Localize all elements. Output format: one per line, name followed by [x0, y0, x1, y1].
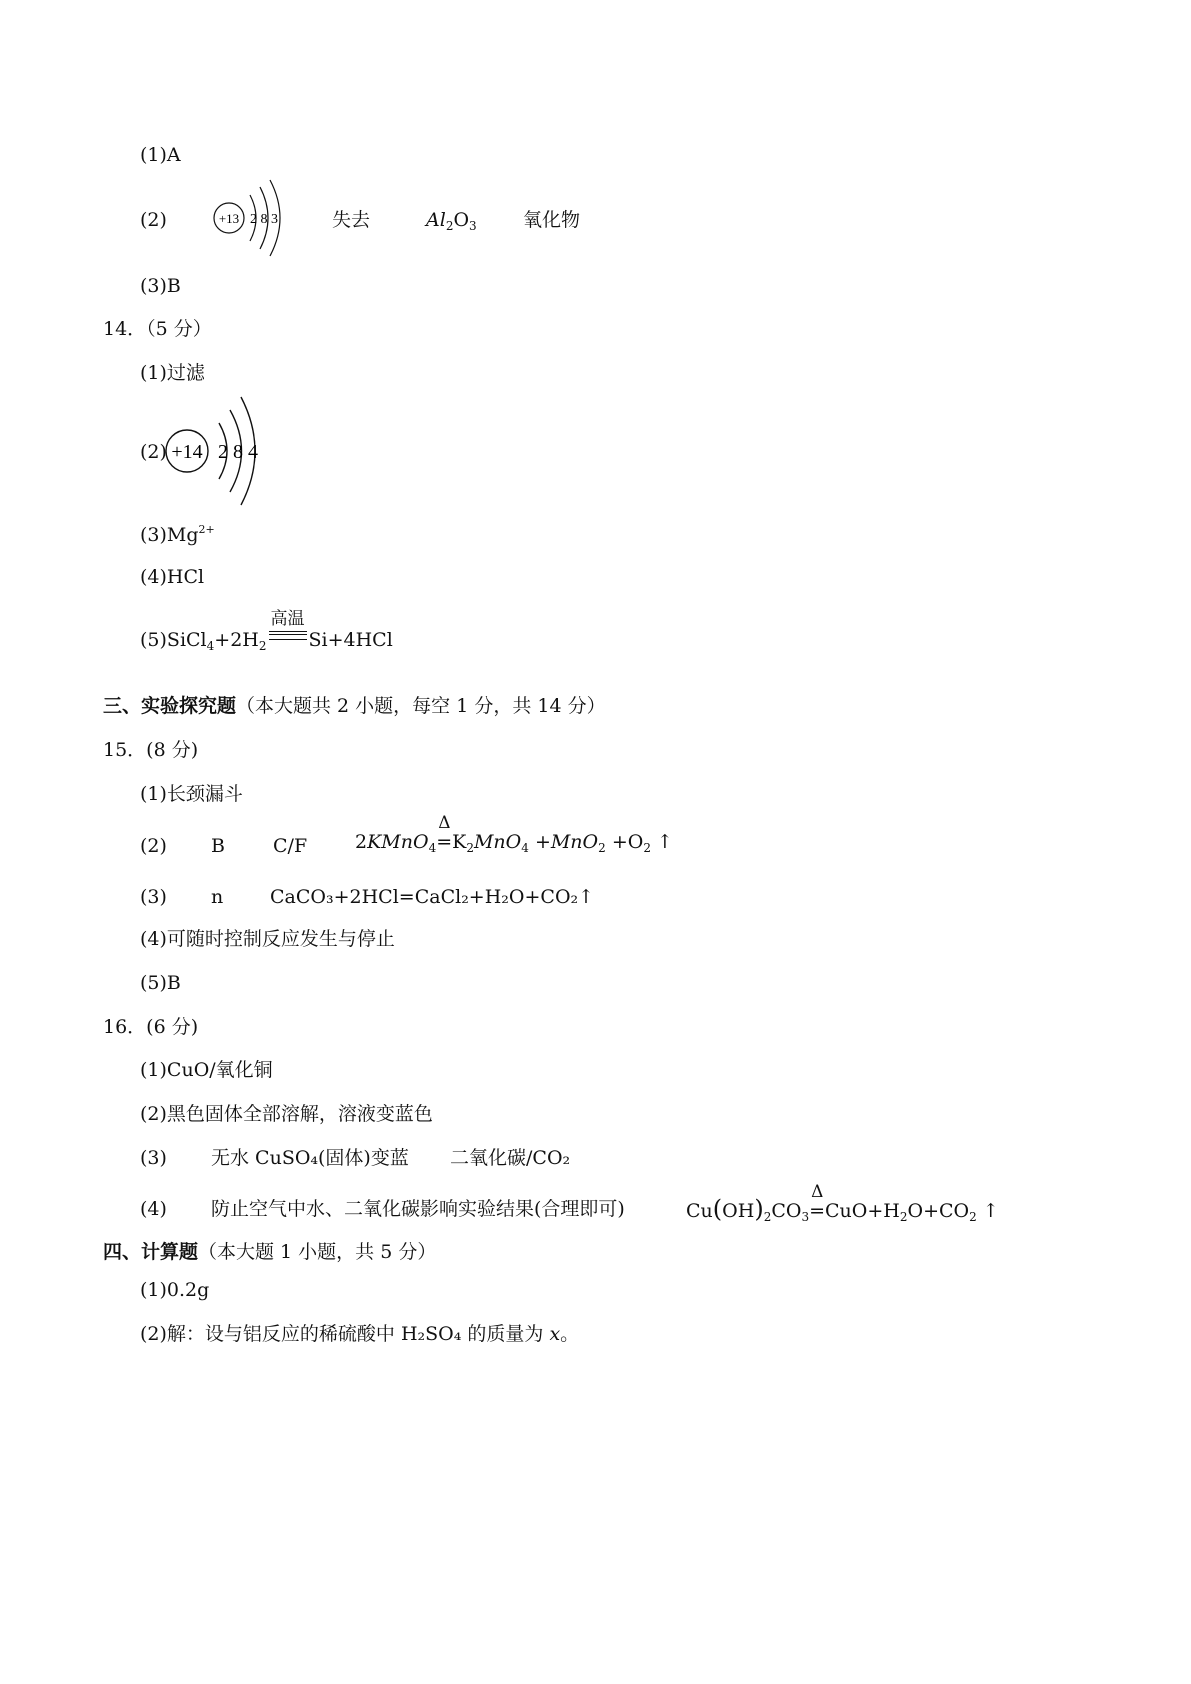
q14-answer-3: $(3)Mg^{2+}$ [140, 523, 215, 546]
atom-shell-numbers: 2 8 3 [250, 212, 278, 227]
q13-lose-electrons: 失去 [332, 209, 371, 231]
q14-answer-4: (4)HCl [140, 566, 205, 588]
q16-answer-3-right: 二氧化碳/CO₂ [450, 1147, 571, 1169]
q17-answer-1: (1)0.2g [140, 1279, 210, 1301]
high-temp-condition-mark: 高温 [267, 631, 309, 650]
q15-header: 15．(8 分) [103, 739, 199, 761]
q15-answer-2-label: (2) [140, 835, 167, 857]
q13-answer-3: (3)B [140, 275, 181, 297]
aluminum-atom-diagram [210, 178, 290, 258]
q16-answer-2: (2)黑色固体全部溶解，溶液变蓝色 [140, 1103, 433, 1125]
q16-answer-1: (1)CuO/氧化铜 [140, 1059, 273, 1081]
q15-answer-4: (4)可随时控制反应发生与停止 [140, 928, 395, 950]
q14-answer-1: (1)过滤 [140, 362, 205, 384]
section-4-title: 四、计算题（本大题 1 小题，共 5 分） [103, 1241, 437, 1263]
q16-answer-3-left: 无水 CuSO₄(固体)变蓝 [211, 1147, 409, 1169]
atom-shell-numbers: 2 8 4 [218, 441, 258, 463]
q14-answer-2-label: (2) [140, 441, 167, 463]
q15-answer-1: (1)长颈漏斗 [140, 783, 243, 805]
q13-answer-1: (1)A [140, 144, 181, 166]
q16-malachite-equation: $Cu(OH)_2CO_3$ Δ $=CuO+H_2O+CO_2$ ↑ [686, 1182, 999, 1224]
q15-answer-3-label: (3) [140, 886, 167, 908]
q15-device-b: B [211, 835, 225, 857]
q13-substance-type: 氧化物 [523, 209, 581, 231]
q13-oxide-formula: $Al_2O_3$ [426, 209, 477, 233]
q15-caco3-equation: CaCO₃+2HCl=CaCl₂+H₂O+CO₂↑ [270, 886, 595, 908]
q16-answer-4-label: (4) [140, 1198, 167, 1220]
q14-answer-5: $(5)SiCl_4+2H_2$ 高温 Si+4HCl [140, 609, 393, 653]
q17-answer-2: (2)解：设与铝反应的稀硫酸中 H₂SO₄ 的质量为 x。 [140, 1323, 580, 1345]
q15-port-n: n [211, 886, 224, 908]
heat-condition-mark: Δ = [436, 813, 453, 853]
atom-nucleus-label: +14 [171, 441, 203, 463]
atom-nucleus-label: +13 [218, 211, 240, 226]
q15-kmno4-equation: 2KMnO$_4$ Δ $=K_2MnO_4 +MnO_2 +O_2$ ↑ [355, 813, 673, 855]
q16-answer-4-text: 防止空气中水、二氧化碳影响实验结果(合理即可) [211, 1198, 625, 1220]
q15-answer-5: (5)B [140, 972, 181, 994]
heat-condition-mark: Δ = [809, 1182, 826, 1222]
q14-header: 14．（5 分） [103, 318, 212, 340]
q13-answer-2-label: (2) [140, 209, 167, 231]
silicon-atom-diagram [163, 395, 273, 507]
section-3-title: 三、实验探究题（本大题共 2 小题，每空 1 分，共 14 分） [103, 695, 606, 717]
q16-answer-3-label: (3) [140, 1147, 167, 1169]
q15-device-cf: C/F [273, 835, 308, 857]
q16-header: 16．(6 分) [103, 1016, 199, 1038]
